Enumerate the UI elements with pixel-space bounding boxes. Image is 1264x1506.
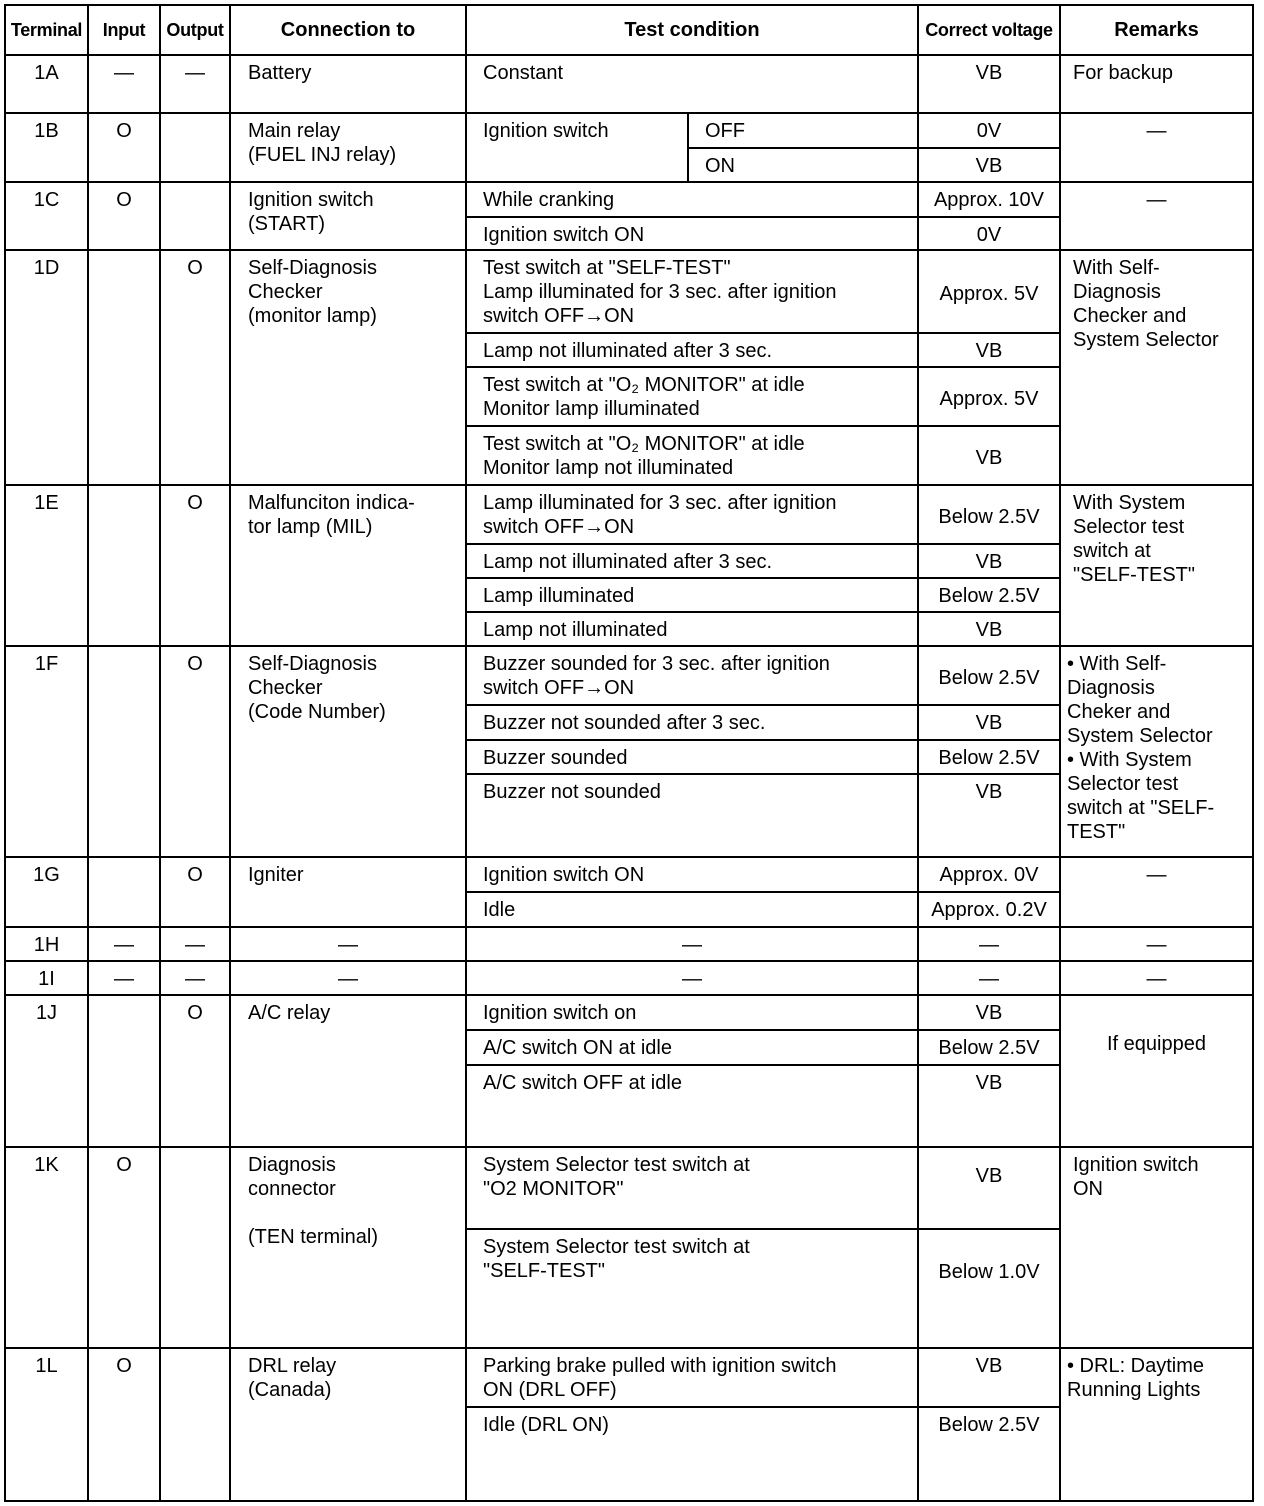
terminal-cell: 1I	[5, 961, 88, 995]
test-condition-cell: Idle (DRL ON)	[466, 1407, 918, 1501]
connection-cell: Ignition switch (START)	[230, 182, 466, 250]
remarks-cell: If equipped	[1060, 995, 1253, 1147]
voltage-cell: Below 2.5V	[918, 1407, 1060, 1501]
test-condition-cell: Parking brake pulled with ignition switch ON (DRL OFF)	[466, 1348, 918, 1407]
voltage-cell: Approx. 0V	[918, 857, 1060, 892]
voltage-cell: VB	[918, 1065, 1060, 1147]
test-condition-cell: A/C switch ON at idle	[466, 1030, 918, 1065]
input-cell	[88, 250, 160, 485]
header-terminal: Terminal	[5, 5, 88, 55]
output-cell: —	[160, 927, 230, 961]
table-row-1F	[5, 646, 1253, 705]
table-row-1L	[5, 1348, 1253, 1407]
output-cell	[160, 182, 230, 250]
table-row-1K	[5, 1147, 1253, 1229]
connection-cell: Self-Diagnosis Checker (Code Number)	[230, 646, 466, 857]
connection-cell: Main relay (FUEL INJ relay)	[230, 113, 466, 182]
voltage-cell: Below 2.5V	[918, 740, 1060, 774]
input-cell: —	[88, 961, 160, 995]
voltage-cell: 0V	[918, 217, 1060, 250]
table-row-1D	[5, 250, 1253, 333]
table-row-1C	[5, 182, 1253, 217]
test-condition-cell: Buzzer not sounded after 3 sec.	[466, 705, 918, 740]
connection-cell: DRL relay (Canada)	[230, 1348, 466, 1501]
test-condition-cell: Constant	[466, 55, 918, 113]
test-condition-cell: A/C switch OFF at idle	[466, 1065, 918, 1147]
connection-cell: —	[230, 927, 466, 961]
remarks-cell: —	[1060, 182, 1253, 250]
voltage-cell: Approx. 5V	[918, 367, 1060, 426]
output-cell	[160, 113, 230, 182]
voltage-cell: Approx. 0.2V	[918, 892, 1060, 927]
header-input: Input	[88, 5, 160, 55]
test-condition-cell: Lamp illuminated for 3 sec. after ignition switch OFF→ON	[466, 485, 918, 544]
output-cell: O	[160, 250, 230, 485]
voltage-cell: VB	[918, 705, 1060, 740]
test-condition-cell: Buzzer not sounded	[466, 774, 918, 857]
voltage-cell: VB	[918, 1348, 1060, 1407]
voltage-cell: —	[918, 961, 1060, 995]
voltage-cell: VB	[918, 1147, 1060, 1229]
remarks-cell: • With Self- Diagnosis Cheker and System Selector • With System Selector test switch at "SELF- TEST"	[1060, 646, 1253, 857]
voltage-cell: 0V	[918, 113, 1060, 148]
test-condition-cell: Ignition switch	[466, 113, 688, 182]
test-condition-cell: Lamp illuminated	[466, 578, 918, 612]
connection-cell: Self-Diagnosis Checker (monitor lamp)	[230, 250, 466, 485]
voltage-cell: Below 1.0V	[918, 1229, 1060, 1348]
ecu-terminal-table	[4, 4, 1254, 1502]
voltage-cell: VB	[918, 774, 1060, 857]
test-condition-cell: Ignition switch on	[466, 995, 918, 1030]
voltage-cell: VB	[918, 55, 1060, 113]
header-test-condition: Test condition	[466, 5, 918, 55]
voltage-cell: Approx. 10V	[918, 182, 1060, 217]
remarks-cell: —	[1060, 927, 1253, 961]
input-cell: O	[88, 1348, 160, 1501]
test-state-cell: ON	[688, 148, 918, 182]
voltage-cell: VB	[918, 612, 1060, 646]
connection-cell: Diagnosis connector (TEN terminal)	[230, 1147, 466, 1348]
output-cell: —	[160, 55, 230, 113]
input-cell: —	[88, 927, 160, 961]
input-cell	[88, 857, 160, 927]
remarks-cell: With System Selector test switch at "SELF-TEST"	[1060, 485, 1253, 646]
output-cell: O	[160, 485, 230, 646]
table-row-1J	[5, 995, 1253, 1030]
test-condition-cell: While cranking	[466, 182, 918, 217]
test-condition-cell: —	[466, 961, 918, 995]
test-state-cell: OFF	[688, 113, 918, 148]
test-condition-cell: Test switch at "O₂ MONITOR" at idle Monitor lamp illuminated	[466, 367, 918, 426]
test-condition-cell: Lamp not illuminated	[466, 612, 918, 646]
output-cell	[160, 1348, 230, 1501]
voltage-cell: Below 2.5V	[918, 646, 1060, 705]
test-condition-cell: —	[466, 927, 918, 961]
test-condition-cell: Buzzer sounded for 3 sec. after ignition switch OFF→ON	[466, 646, 918, 705]
terminal-cell: 1G	[5, 857, 88, 927]
header-correct-voltage: Correct voltage	[918, 5, 1060, 55]
terminal-cell: 1C	[5, 182, 88, 250]
terminal-cell: 1H	[5, 927, 88, 961]
table-row-1E	[5, 485, 1253, 544]
remarks-cell: For backup	[1060, 55, 1253, 113]
header-connection: Connection to	[230, 5, 466, 55]
header-remarks: Remarks	[1060, 5, 1253, 55]
voltage-cell: —	[918, 927, 1060, 961]
terminal-cell: 1L	[5, 1348, 88, 1501]
input-cell	[88, 995, 160, 1147]
table-row-1G	[5, 857, 1253, 892]
connection-cell: —	[230, 961, 466, 995]
voltage-cell: VB	[918, 426, 1060, 485]
remarks-cell: —	[1060, 113, 1253, 182]
input-cell	[88, 646, 160, 857]
terminal-cell: 1E	[5, 485, 88, 646]
table-row-1H	[5, 927, 1253, 961]
voltage-cell: VB	[918, 995, 1060, 1030]
terminal-cell: 1A	[5, 55, 88, 113]
input-cell: O	[88, 113, 160, 182]
input-cell	[88, 485, 160, 646]
terminal-cell: 1K	[5, 1147, 88, 1348]
output-cell: O	[160, 646, 230, 857]
test-condition-cell: Idle	[466, 892, 918, 927]
voltage-cell: Approx. 5V	[918, 250, 1060, 333]
remarks-cell: —	[1060, 961, 1253, 995]
connection-cell: Malfunciton indica- tor lamp (MIL)	[230, 485, 466, 646]
test-condition-cell: Test switch at "SELF-TEST" Lamp illuminated for 3 sec. after ignition switch OFF→ON	[466, 250, 918, 333]
test-condition-cell: Lamp not illuminated after 3 sec.	[466, 333, 918, 367]
table-row-1B	[5, 113, 1253, 148]
remarks-cell: • DRL: Daytime Running Lights	[1060, 1348, 1253, 1501]
test-condition-cell: Buzzer sounded	[466, 740, 918, 774]
connection-cell: Igniter	[230, 857, 466, 927]
terminal-table-wrapper	[4, 4, 1254, 1502]
terminal-cell: 1F	[5, 646, 88, 857]
terminal-cell: 1B	[5, 113, 88, 182]
voltage-cell: VB	[918, 544, 1060, 578]
header-output: Output	[160, 5, 230, 55]
table-row-1A	[5, 55, 1253, 113]
test-condition-cell: Lamp not illuminated after 3 sec.	[466, 544, 918, 578]
voltage-cell: Below 2.5V	[918, 1030, 1060, 1065]
test-condition-cell: Ignition switch ON	[466, 217, 918, 250]
voltage-cell: Below 2.5V	[918, 485, 1060, 544]
voltage-cell: VB	[918, 148, 1060, 182]
output-cell	[160, 1147, 230, 1348]
voltage-cell: Below 2.5V	[918, 578, 1060, 612]
remarks-cell: With Self- Diagnosis Checker and System Selector	[1060, 250, 1253, 485]
test-condition-cell: System Selector test switch at "O2 MONITOR"	[466, 1147, 918, 1229]
terminal-cell: 1D	[5, 250, 88, 485]
input-cell: —	[88, 55, 160, 113]
remarks-cell: Ignition switch ON	[1060, 1147, 1253, 1348]
voltage-cell: VB	[918, 333, 1060, 367]
header-row	[5, 5, 1253, 55]
input-cell: O	[88, 1147, 160, 1348]
test-condition-cell: Ignition switch ON	[466, 857, 918, 892]
test-condition-cell: Test switch at "O₂ MONITOR" at idle Monitor lamp not illuminated	[466, 426, 918, 485]
connection-cell: Battery	[230, 55, 466, 113]
table-row-1I	[5, 961, 1253, 995]
output-cell: O	[160, 995, 230, 1147]
remarks-cell: —	[1060, 857, 1253, 927]
input-cell: O	[88, 182, 160, 250]
connection-cell: A/C relay	[230, 995, 466, 1147]
output-cell: O	[160, 857, 230, 927]
terminal-cell: 1J	[5, 995, 88, 1147]
output-cell: —	[160, 961, 230, 995]
test-condition-cell: System Selector test switch at "SELF-TEST"	[466, 1229, 918, 1348]
